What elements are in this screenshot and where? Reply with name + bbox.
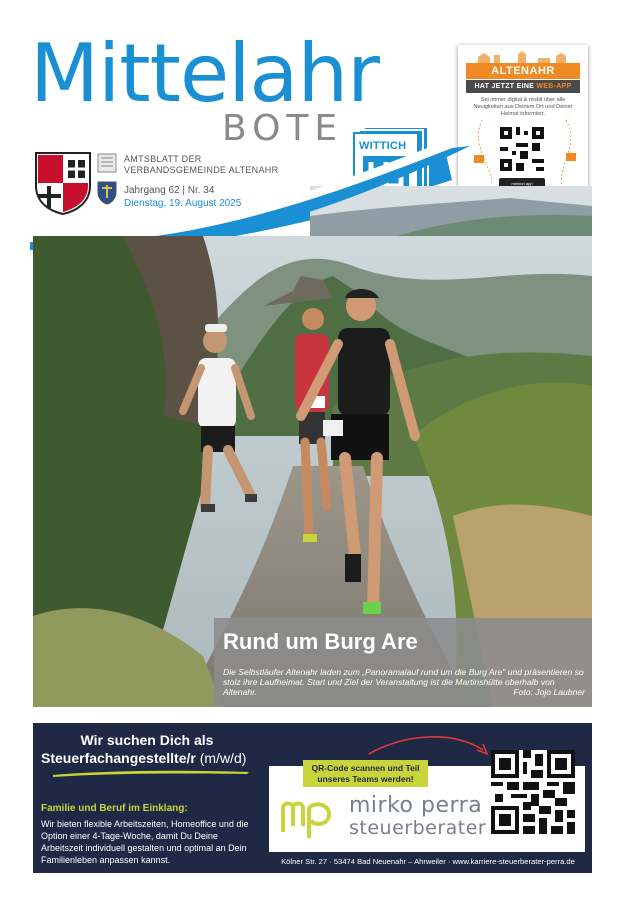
header-swoosh-front bbox=[0, 130, 625, 250]
ad-cta-line-1: QR-Code scannen und Teil bbox=[311, 763, 420, 773]
cover-caption-box bbox=[214, 618, 592, 707]
webapp-subtitle-a: HAT JETZT EINE bbox=[474, 83, 537, 90]
ad-heading-2 bbox=[41, 750, 269, 766]
ad-underline-swoosh bbox=[51, 768, 251, 778]
cover-caption bbox=[223, 667, 585, 698]
masthead-title: Mittelahr bbox=[30, 27, 380, 120]
issue-date: Dienstag, 19. August 2025 bbox=[124, 198, 242, 209]
ad-qr-code-icon[interactable] bbox=[491, 750, 575, 834]
webapp-subtitle-b: WEB-APP bbox=[536, 83, 572, 90]
webapp-subtitle bbox=[466, 80, 580, 93]
skyline-icon bbox=[458, 51, 588, 63]
ad-cta-badge bbox=[303, 760, 428, 787]
ad-body-text: Wir bieten flexible Arbeitszeiten, Homeoffice und die Option einer 4-Tage-Woche, damit Du Deine Arbeitszeit individuell gestalten und optimal an Dein Familienleben anpassen kannst. bbox=[41, 819, 249, 865]
webapp-link-button[interactable]: meinort.app bbox=[499, 178, 545, 190]
job-advertisement bbox=[33, 723, 592, 873]
mp-monogram-icon bbox=[279, 798, 333, 838]
ad-firm-role: steuerberater bbox=[349, 817, 487, 839]
webapp-text: Sei immer digital & mobil über alle Neuigkeiten aus Deinem Ort und Deiner Heimat informiert. bbox=[473, 97, 573, 117]
issue-number: Jahrgang 62 | Nr. 34 bbox=[124, 185, 215, 196]
masthead-subtitle: BOTE bbox=[222, 108, 344, 149]
cover-headline: Rund um Burg Are bbox=[223, 629, 418, 654]
photo-credit: Foto: Jojo Laubner bbox=[513, 687, 585, 698]
publisher-line-2: VERBANDSGEMEINDE ALTENAHR bbox=[124, 165, 279, 175]
webapp-title: ALTENAHR bbox=[466, 63, 580, 79]
ad-cta-line-2: unseres Teams werden! bbox=[317, 774, 414, 784]
ad-arrow-icon bbox=[363, 728, 493, 764]
ad-job-title: Steuerfachangestellte/r bbox=[41, 750, 196, 766]
ad-job-gender: (m/w/d) bbox=[195, 750, 247, 766]
logo-text-top: WITTICH bbox=[359, 140, 407, 152]
ad-firm-name: mirko perra bbox=[349, 793, 483, 818]
ad-subheading: Familie und Beruf im Einklang: bbox=[41, 803, 188, 814]
publisher-line-1: AMTSBLATT DER bbox=[124, 154, 202, 164]
ad-address: Kölner Str. 27 · 53474 Bad Neuenahr – Ahrweiler · www.karriere-steuerberater-perra.de bbox=[281, 857, 575, 866]
cover-caption-text: Die Selbstläufer Altenahr laden zum „Panoramalauf rund um die Burg Are" und präsentieren so stolz ihre Laufheimat. Start und Ziel der Veranstaltung ist die Martinshütte oberhalb von Altenahr. bbox=[223, 667, 584, 698]
ad-heading-1: Wir suchen Dich als bbox=[80, 732, 214, 748]
